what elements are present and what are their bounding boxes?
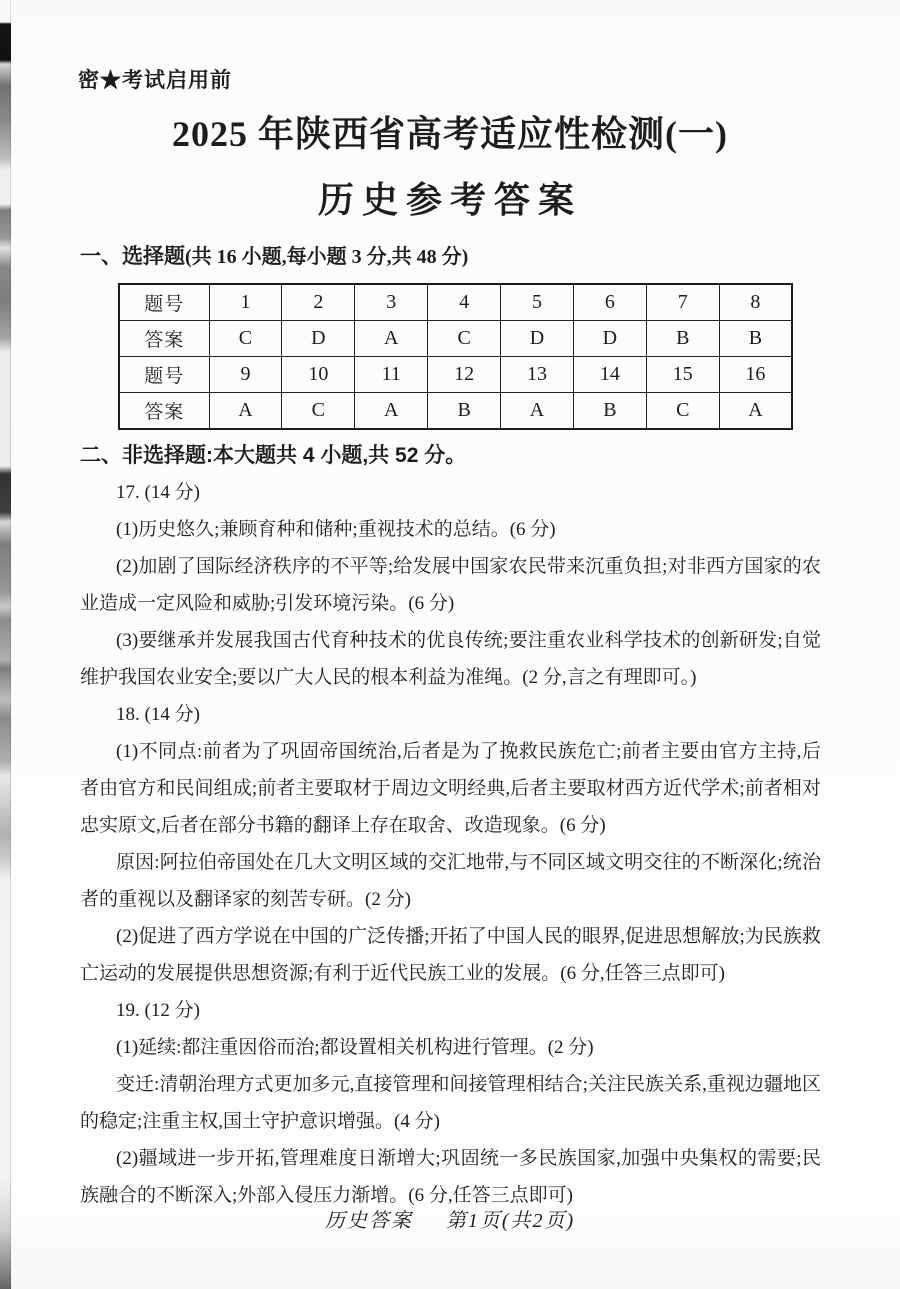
page-footer	[0, 1204, 900, 1233]
answer-cell: D	[501, 321, 574, 357]
answer-cell: 2	[282, 284, 355, 321]
row-label-cell: 答案	[119, 393, 209, 430]
footer-page-number: 第1页(共2页)	[445, 1210, 576, 1232]
answer-cell: A	[355, 321, 428, 357]
section1-heading-paren: (共 16 小题,每小题 3 分,共 48 分)	[185, 246, 469, 268]
answer-cell: A	[501, 393, 574, 430]
answer-table-body	[119, 284, 792, 429]
document-subtitle: 历史参考答案	[317, 180, 582, 220]
answer-cell: 4	[428, 284, 501, 321]
table-row	[119, 284, 792, 321]
answer-cell: 11	[355, 357, 428, 393]
answer-cell: C	[209, 321, 282, 357]
answer-cell: 9	[209, 357, 282, 393]
footer-doc-label: 历史答案	[324, 1210, 413, 1232]
answer-cell: 12	[428, 357, 501, 393]
answer-paragraph: 18. (14 分)	[116, 704, 200, 725]
answer-cell: C	[282, 393, 355, 430]
answer-paragraph: (1)不同点:前者为了巩固帝国统治,后者是为了挽救民族危亡;前者主要由官方主持,后者由官方和民间组成;前者主要取材于周边文明经典,后者主要取材西方近代学术;前者相对忠实原文,后者在部分书籍的翻译上存在取舍、改造现象。(6 分)	[80, 741, 821, 836]
answer-cell: 8	[719, 284, 792, 321]
answer-cell: C	[428, 321, 501, 357]
answer-cell: C	[646, 393, 719, 430]
answer-paragraph: (1)延续:都注重因俗而治;都设置相关机构进行管理。(2 分)	[116, 1037, 594, 1058]
answer-cell: B	[428, 393, 501, 430]
answer-cell: 10	[282, 357, 355, 393]
section2-blocks	[80, 474, 821, 1214]
answer-cell: A	[719, 393, 792, 430]
answer-cell: 14	[573, 357, 646, 393]
answer-paragraph: (1)历史悠久;兼顾育种和储种;重视技术的总结。(6 分)	[116, 519, 556, 540]
answer-cell: 15	[646, 357, 719, 393]
answer-cell: 16	[719, 357, 792, 393]
answer-paragraph: 17. (14 分)	[116, 482, 200, 503]
answer-key-table	[118, 283, 793, 430]
answer-paragraph: (2)促进了西方学说在中国的广泛传播;开拓了中国人民的眼界,促进思想解放;为民族救亡运动的发展提供思想资源;有利于近代民族工业的发展。(6 分,任答三点即可)	[80, 926, 821, 984]
answer-cell: B	[719, 321, 792, 357]
answer-cell: B	[573, 393, 646, 430]
section1-heading-label: 一、选择题	[80, 245, 185, 268]
answer-cell: 6	[573, 284, 646, 321]
table-row	[119, 321, 792, 357]
row-label-cell: 题号	[119, 284, 209, 321]
answer-cell: 1	[209, 284, 282, 321]
answer-paragraph: (3)要继承并发展我国古代育种技术的优良传统;要注重农业科学技术的创新研发;自觉维护我国农业安全;要以广大人民的根本利益为准绳。(2 分,言之有理即可。)	[80, 630, 821, 688]
answer-cell: A	[209, 393, 282, 430]
answer-cell: 5	[501, 284, 574, 321]
table-row	[119, 393, 792, 430]
answer-paragraph: (2)疆域进一步开拓,管理难度日渐增大;巩固统一多民族国家,加强中央集权的需要;民族融合的不断深入;外部入侵压力渐增。(6 分,任答三点即可)	[80, 1148, 821, 1206]
answer-cell: D	[282, 321, 355, 357]
answer-cell: A	[355, 393, 428, 430]
answer-cell: D	[573, 321, 646, 357]
section2-heading: 二、非选择题:本大题共 4 小题,共 52 分。	[80, 444, 467, 467]
section2-container	[80, 437, 821, 1214]
answer-paragraph: 原因:阿拉伯帝国处在几大文明区域的交汇地带,与不同区域文明交往的不断深化;统治者的重视以及翻译家的刻苦专研。(2 分)	[80, 852, 821, 910]
table-row	[119, 357, 792, 393]
answer-paragraph: 变迁:清朝治理方式更加多元,直接管理和间接管理相结合;关注民族关系,重视边疆地区的稳定;注重主权,国土守护意识增强。(4 分)	[80, 1074, 821, 1132]
document-title: 2025 年陕西省高考适应性检测(一)	[172, 114, 728, 154]
answer-paragraph: 19. (12 分)	[116, 1000, 200, 1021]
answer-cell: 13	[501, 357, 574, 393]
answer-cell: 3	[355, 284, 428, 321]
answer-paragraph: (2)加剧了国际经济秩序的不平等;给发展中国家农民带来沉重负担;对非西方国家的农业造成一定风险和威胁;引发环境污染。(6 分)	[80, 556, 821, 614]
row-label-cell: 题号	[119, 357, 209, 393]
row-label-cell: 答案	[119, 321, 209, 357]
section1-heading	[80, 240, 840, 270]
answer-cell: B	[646, 321, 719, 357]
answer-cell: 7	[646, 284, 719, 321]
confidential-notice: 密★考试启用前	[78, 69, 232, 92]
